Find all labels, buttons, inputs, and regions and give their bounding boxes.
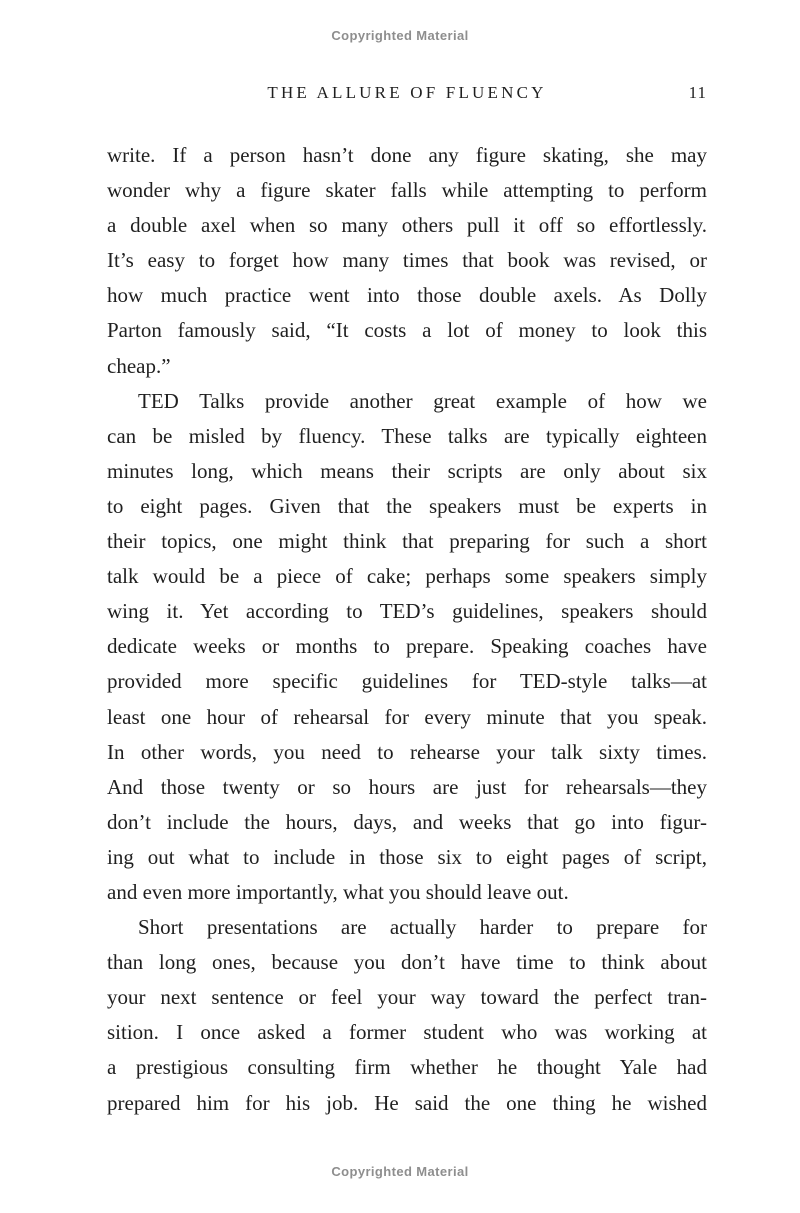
text-line: a prestigious consulting firm whether he thought Yale had (107, 1055, 707, 1080)
text-line: provided more specific guidelines for TED-style talks—at (107, 669, 707, 694)
paragraph (107, 384, 707, 910)
text-line: dedicate weeks or months to prepare. Speaking coaches have (107, 634, 707, 659)
paragraph (107, 910, 707, 1121)
text-line: wonder why a figure skater falls while attempting to perform (107, 178, 707, 203)
text-line: And those twenty or so hours are just for rehearsals—they (107, 774, 707, 799)
text-line: least one hour of rehearsal for every minute that you speak. (107, 704, 707, 729)
text-line: a double axel when so many others pull it off so effortlessly. (107, 213, 707, 238)
text-line: how much practice went into those double axels. As Dolly (107, 283, 707, 308)
text-line: Short presentations are actually harder to prepare for (138, 915, 707, 940)
text-line: to eight pages. Given that the speakers must be experts in (107, 493, 707, 518)
text-line: prepared him for his job. He said the one thing he wished (107, 1090, 707, 1115)
text-line: TED Talks provide another great example of how we (138, 388, 707, 413)
text-line: Parton famously said, “It costs a lot of money to look this (107, 318, 707, 343)
text-line: can be misled by fluency. These talks are typically eighteen (107, 423, 707, 448)
text-line: don’t include the hours, days, and weeks that go into figur- (107, 809, 707, 834)
text-line: It’s easy to forget how many times that book was revised, or (107, 248, 707, 273)
paragraph (107, 138, 707, 384)
text-line: and even more importantly, what you should leave out. (107, 879, 569, 904)
chapter-title: THE ALLURE OF FLUENCY (267, 83, 547, 102)
text-line: your next sentence or feel your way toward the perfect tran- (107, 985, 707, 1010)
text-line: ing out what to include in those six to eight pages of script, (107, 844, 707, 869)
text-line: In other words, you need to rehearse your talk sixty times. (107, 739, 707, 764)
text-line: minutes long, which means their scripts are only about six (107, 458, 707, 483)
copyright-notice-bottom: Copyrighted Material (331, 1164, 469, 1179)
text-line: than long ones, because you don’t have time to think about (107, 950, 707, 975)
page-number: 11 (688, 83, 707, 102)
text-line: their topics, one might think that preparing for such a short (107, 529, 707, 554)
text-line: cheap.” (107, 353, 171, 378)
copyright-notice-top: Copyrighted Material (331, 28, 469, 43)
running-header (107, 83, 707, 105)
text-line: talk would be a piece of cake; perhaps some speakers simply (107, 564, 707, 589)
text-line: wing it. Yet according to TED’s guidelines, speakers should (107, 599, 707, 624)
body-text (107, 138, 707, 1121)
text-line: write. If a person hasn’t done any figure skating, she may (107, 143, 707, 167)
text-line: sition. I once asked a former student who was working at (107, 1020, 707, 1045)
